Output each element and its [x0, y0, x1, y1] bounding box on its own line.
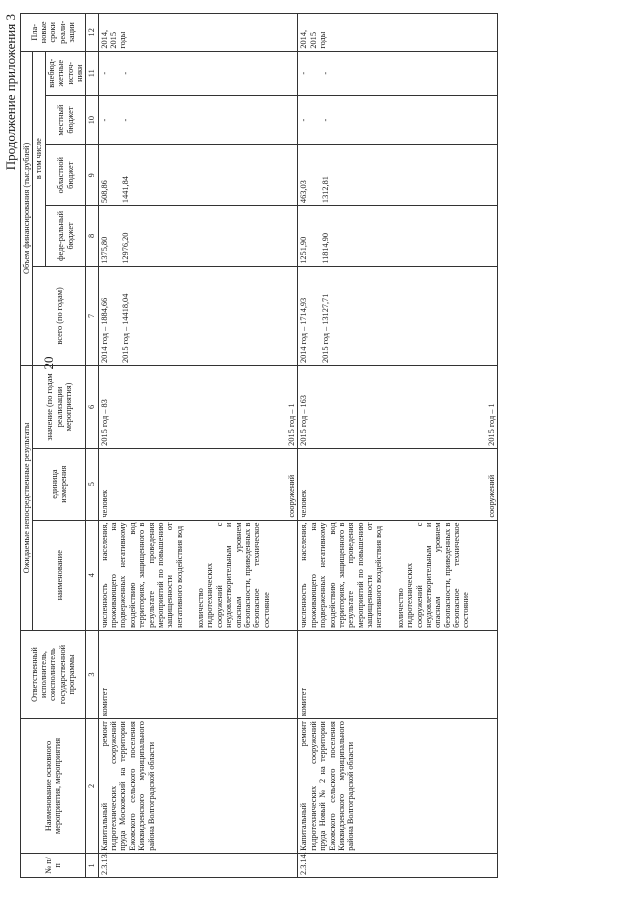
result-name-2: количество гидротехнических сооружений с неудовлетворительным и опасным уровнем безопасности, приведенных в безопасное техническое состояние [395, 522, 471, 628]
header-res-unit: единица измерения [33, 448, 86, 520]
row-terms: 2014, 2015 годы [98, 14, 298, 52]
header-finance: Объем финансирования (тыс.рублей) [21, 51, 33, 365]
row-resp: комитет [298, 630, 498, 718]
result-unit-2: сооружений [486, 474, 496, 518]
col-number: 8 [86, 206, 98, 267]
col-number: 3 [86, 630, 98, 718]
table-row [298, 14, 498, 878]
result-value-1: 2015 год – 163 [299, 395, 309, 446]
page-number: 20 [41, 356, 56, 370]
row-terms: 2014, 2015 годы [298, 14, 498, 52]
header-name: Наименование основного мероприятия, мероприятия [21, 719, 86, 854]
row-resp: комитет [98, 630, 298, 718]
row-fin-loc [98, 95, 298, 145]
fin-fed-2014: 1375,80 [99, 236, 109, 264]
fin-ext-2014: - [99, 71, 109, 75]
fin-total-2015: 2015 год – 14418,04 [121, 293, 130, 364]
header-fin-incl: в том числе [33, 51, 45, 266]
row-no: 2.3.13. [98, 853, 298, 877]
row-fin-loc [298, 95, 498, 145]
fin-reg-2015: 1441,84 [121, 176, 130, 204]
header-terms: Пла-новые сроки реали-зации [21, 14, 86, 52]
col-number: 4 [86, 520, 98, 630]
fin-reg-2014: 463,03 [299, 180, 309, 204]
row-fin-ext [298, 51, 498, 95]
header-res-name: наименование [33, 520, 86, 630]
row-fin-total [98, 266, 298, 365]
fin-loc-2015: - [121, 118, 130, 122]
row-fin-ext [98, 51, 298, 95]
col-number: 11 [86, 51, 98, 95]
col-number: 6 [86, 366, 98, 449]
row-fin-reg [98, 145, 298, 206]
result-unit-1: человек [99, 489, 109, 518]
result-unit-1: человек [299, 489, 309, 518]
fin-loc-2014: - [99, 118, 109, 122]
row-results-units [298, 448, 498, 520]
header-numbers-row [86, 14, 98, 878]
fin-reg-2015: 1312,81 [320, 176, 330, 204]
result-value-1: 2015 год – 83 [99, 399, 109, 446]
row-fin-fed [98, 206, 298, 267]
fin-total-2014: 2014 год – 1714,93 [299, 297, 309, 364]
col-number: 2 [86, 719, 98, 854]
fin-fed-2014: 1251,90 [299, 236, 309, 264]
fin-fed-2015: 11814,90 [320, 232, 330, 264]
header-res-value: значение (по годам реализации мероприятия) [33, 366, 86, 449]
fin-total-2015: 2015 год – 13127,71 [320, 293, 330, 364]
row-results-values [298, 366, 498, 449]
row-results-units [98, 448, 298, 520]
col-number: 1 [86, 853, 98, 877]
row-fin-total [298, 266, 498, 365]
row-no: 2.3.14. [298, 853, 498, 877]
header-row-1 [21, 14, 33, 878]
row-fin-reg [298, 145, 498, 206]
fin-loc-2014: - [299, 118, 309, 122]
result-unit-2: сооружений [287, 474, 296, 518]
col-number: 7 [86, 266, 98, 365]
header-fin-total: всего (по годам) [33, 266, 86, 365]
row-results-values [98, 366, 298, 449]
row-results-names [98, 520, 298, 630]
result-value-2: 2015 год – 1 [486, 403, 496, 446]
header-fin-ext: внебюд-жетные источ-ники [45, 51, 86, 95]
row-name: Капитальный ремонт гидротехнических сооружений пруда Новый № 2 на территории Ежовского сельского поселения Киквидзенского муниципального района Волгоградской области [298, 719, 498, 854]
program-table [20, 13, 498, 878]
col-number: 12 [86, 14, 98, 52]
col-number: 5 [86, 448, 98, 520]
fin-reg-2014: 508,86 [99, 180, 109, 204]
header-fin-loc: местный бюджет [45, 95, 86, 145]
header-fin-reg: областной бюджет [45, 145, 86, 206]
fin-ext-2015: - [121, 71, 130, 75]
row-fin-fed [298, 206, 498, 267]
table-row [98, 14, 298, 878]
appendix-title: Продолжение приложения 3 [3, 14, 18, 171]
fin-loc-2015: - [320, 118, 330, 122]
header-resp: Ответственный исполнитель, соисполнитель государственной программы [21, 630, 86, 718]
header-fin-fed: феде-ральный бюджет [45, 206, 86, 267]
row-name: Капитальный ремонт гидротехнических сооружений пруда Московский на территории Ежовского сельского поселения Киквидзенского муниципального района Волгоградской области [98, 719, 298, 854]
header-results: Ожидаемые непосредственные результаты [21, 366, 33, 631]
fin-fed-2015: 12976,20 [121, 232, 130, 264]
col-number: 10 [86, 95, 98, 145]
fin-ext-2014: - [299, 71, 309, 75]
header-no: № п/п [21, 853, 86, 877]
result-value-2: 2015 год – 1 [287, 403, 296, 446]
col-number: 9 [86, 145, 98, 206]
row-results-names [298, 520, 498, 630]
result-name-1: численность населения, проживающего на подверженных негативному воздействию вод территориях, защищенного в результате проведения мероприятий по повышению защищенности от негативного воздействия вод [299, 522, 384, 628]
fin-ext-2015: - [320, 71, 330, 75]
result-name-1: численность населения, проживающего на подверженных негативному воздействию вод территориях, защищенного в результате проведения мероприятий по повышению защищенности от негативного воздействия вод [99, 522, 184, 628]
result-name-2: количество гидротехнических сооружений с неудовлетворительным и опасным уровнем безопасности, приведенных в безопасное техническое состояние [196, 522, 271, 628]
fin-total-2014: 2014 год – 1884,66 [99, 297, 109, 364]
